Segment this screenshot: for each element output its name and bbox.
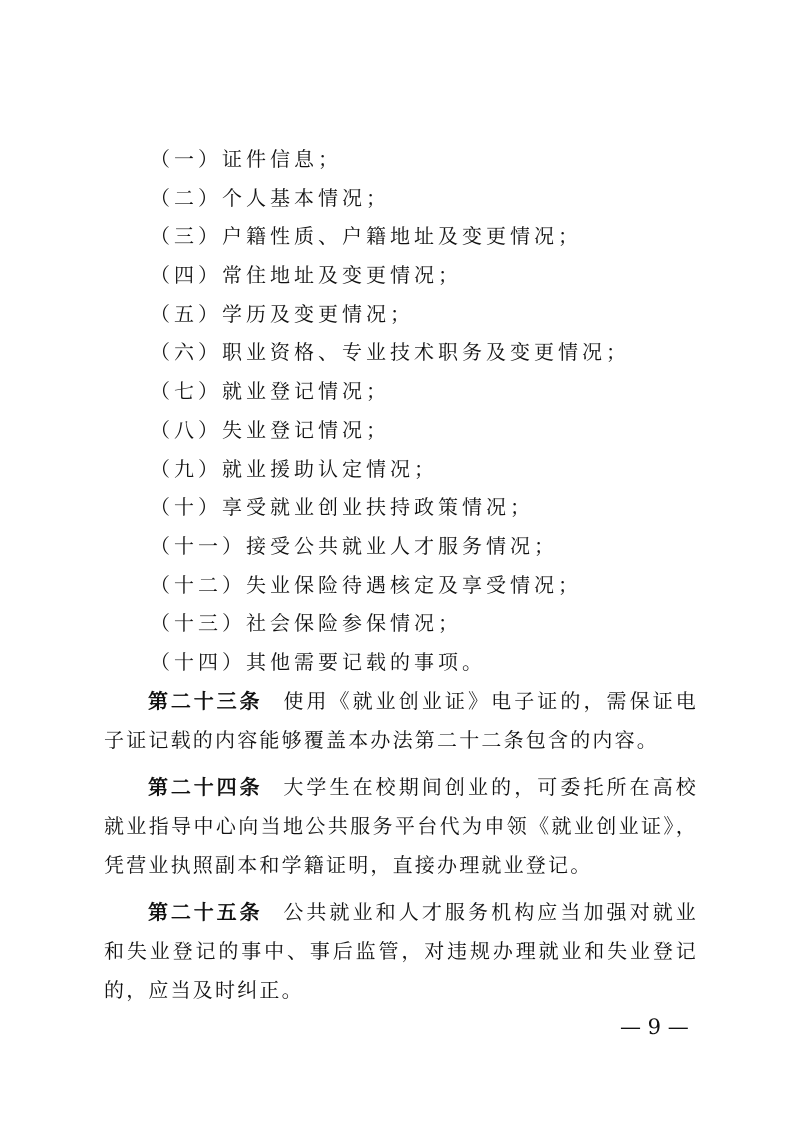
list-item: （十二）失业保险待遇核定及享受情况； <box>150 572 582 597</box>
article-body: 公共就业和人才服务机构应当加强对就业和失业登记的事中、事后监管，对违规办理就业和失业登记的，应当及时纠正。 <box>104 900 698 1002</box>
article-body: 大学生在校期间创业的，可委托所在高校就业指导中心向当地公共服务平台代为申领《就业创业证》，凭营业执照副本和学籍证明，直接办理就业登记。 <box>104 775 698 877</box>
article-heading: 第二十四条 <box>148 775 263 799</box>
list-item: （八）失业登记情况； <box>150 417 390 442</box>
record-items-list <box>150 140 710 682</box>
articles-section <box>104 682 698 1018</box>
list-item: （九）就业援助认定情况； <box>150 456 438 481</box>
list-item: （十）享受就业创业扶持政策情况； <box>150 495 534 520</box>
article-25 <box>104 893 698 1010</box>
list-item: （三）户籍性质、户籍地址及变更情况； <box>150 224 582 249</box>
list-item: （十一）接受公共就业人才服务情况； <box>150 533 558 558</box>
list-item: （一）证件信息； <box>150 147 342 171</box>
list-item: （五）学历及变更情况； <box>150 301 414 326</box>
list-item: （十三）社会保险参保情况； <box>150 611 462 636</box>
list-item: （七）就业登记情况； <box>150 379 390 404</box>
article-body: 使用《就业创业证》电子证的，需保证电子证记载的内容能够覆盖本办法第二十二条包含的内容。 <box>104 689 698 752</box>
article-heading: 第二十五条 <box>148 900 263 924</box>
list-item: （四）常住地址及变更情况； <box>150 263 462 288</box>
article-23 <box>104 682 698 760</box>
list-item: （二）个人基本情况； <box>150 185 390 210</box>
article-heading: 第二十三条 <box>148 689 263 713</box>
page-number: — 9 — <box>620 1015 689 1039</box>
list-item: （六）职业资格、专业技术职务及变更情况； <box>150 340 630 365</box>
list-item: （十四）其他需要记载的事项。 <box>150 649 486 674</box>
article-24 <box>104 768 698 885</box>
